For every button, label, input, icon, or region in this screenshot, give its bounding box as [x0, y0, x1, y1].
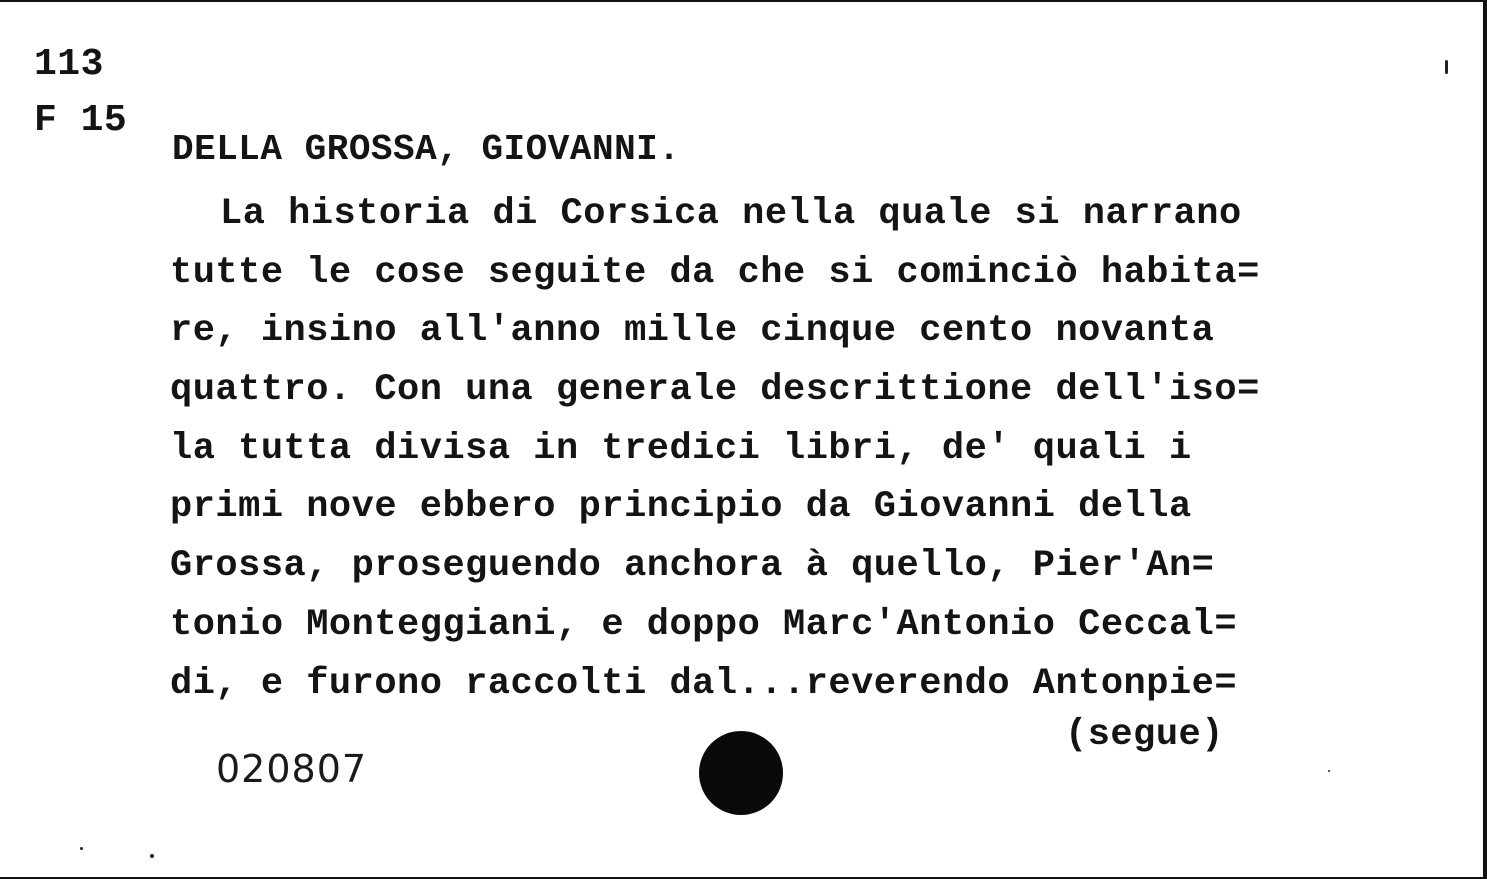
title-description — [170, 185, 1460, 713]
description-line: primi nove ebbero principio da Giovanni della — [170, 486, 1192, 529]
description-line: Grossa, proseguendo anchora à quello, Pier'An= — [170, 545, 1215, 588]
ink-speck — [1328, 770, 1330, 772]
description-line: quattro. Con una generale descrittione dell'iso= — [170, 369, 1260, 412]
call-number-line-2: F 15 — [34, 99, 128, 142]
call-number-line-1: 113 — [34, 43, 104, 86]
accession-number: 020807 — [216, 747, 368, 791]
continuation-note: (segue) — [1065, 714, 1224, 756]
punch-hole — [699, 731, 783, 815]
ink-speck — [80, 847, 83, 850]
description-line: la tutta divisa in tredici libri, de' quali i — [170, 427, 1192, 470]
description-line: di, e furono raccolti dal...reverendo Antonpie= — [170, 662, 1238, 705]
description-line: tonio Monteggiani, e doppo Marc'Antonio Ceccal= — [170, 603, 1238, 646]
ink-speck — [150, 854, 154, 858]
author-heading: DELLA GROSSA, GIOVANNI. — [172, 129, 681, 170]
description-line: tutte le cose seguite da che si cominciò habita= — [170, 251, 1260, 294]
ink-speck — [1445, 60, 1448, 74]
description-line: La historia di Corsica nella quale si narrano — [220, 193, 1242, 235]
description-line: re, insino all'anno mille cinque cento novanta — [170, 310, 1215, 353]
